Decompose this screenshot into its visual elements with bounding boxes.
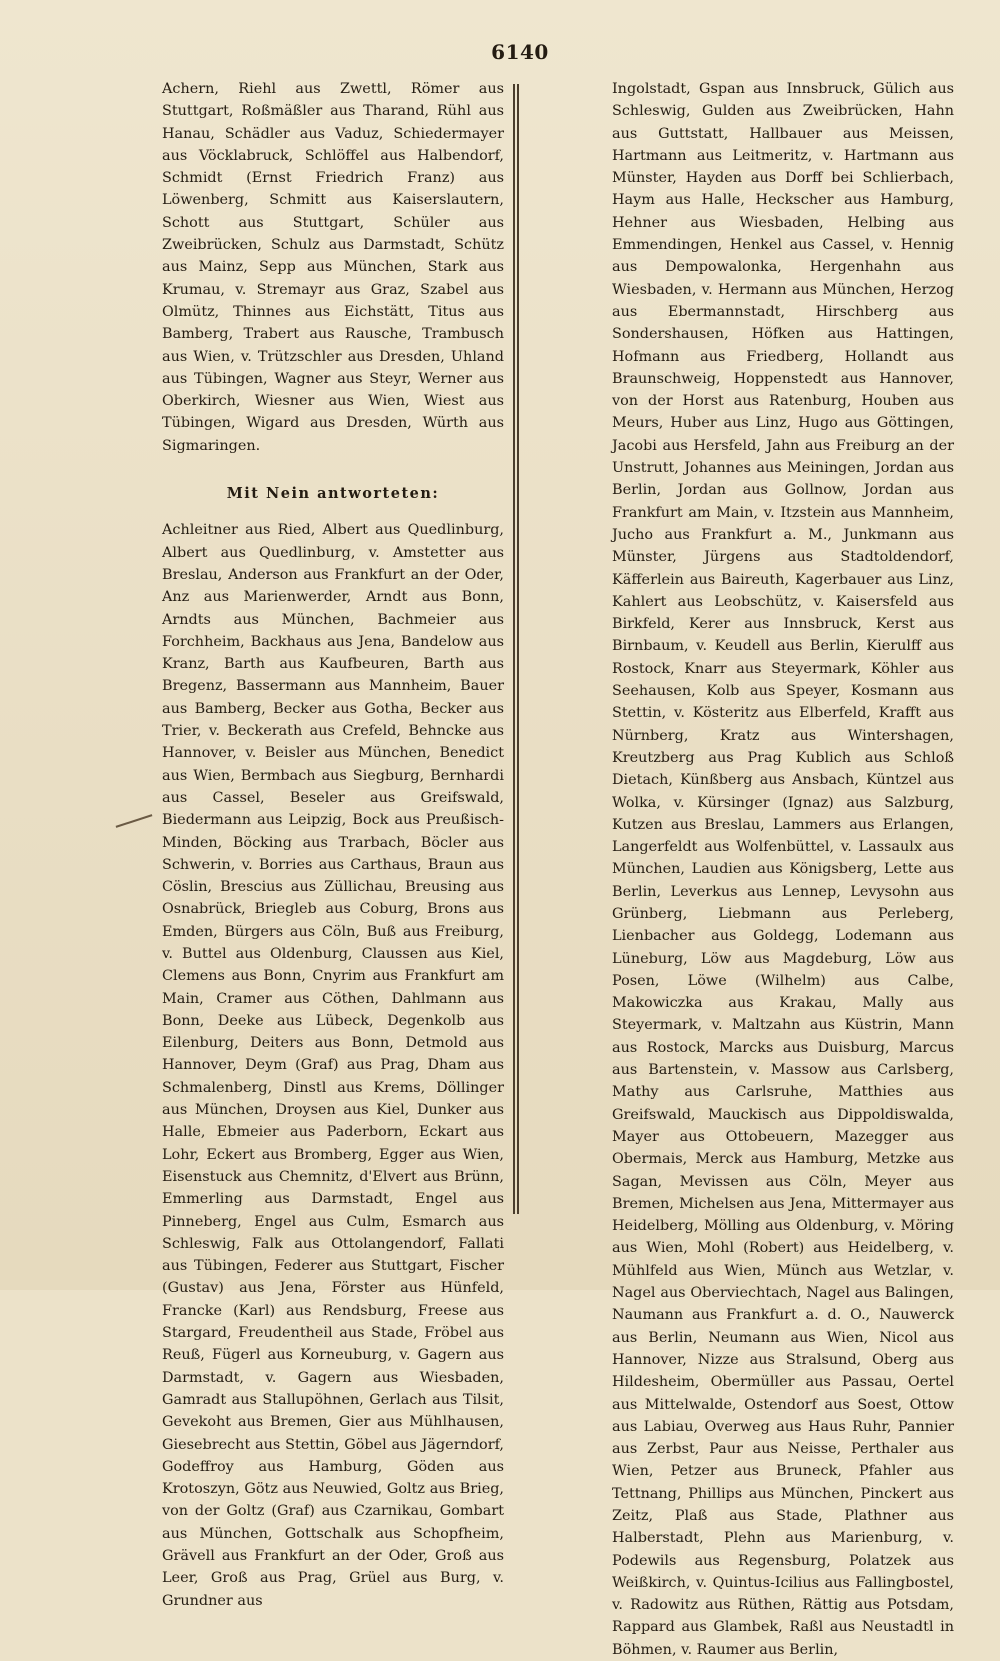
pencil-margin-mark	[116, 814, 153, 828]
left-column	[162, 78, 504, 1612]
page-number: 6140	[491, 40, 549, 64]
section-heading-nein: Mit Nein antworteten:	[226, 485, 440, 503]
nein-list-continued-paragraph: Ingolstadt, Gspan aus Innsbruck, Gülich aus Schleswig, Gulden aus Zweibrücken, Hahn aus Guttstatt, Hallbauer aus Meissen, Hartmann aus Leitmeritz, v. Hartmann aus Münster, Hayden aus Dorff bei Schlierbach, Haym aus Halle, Heckscher aus Hamburg, Hehner aus Wiesbaden, Helbing aus Emmendingen, Henkel aus Cassel, v. Hennig aus Dempowalonka, Hergenhahn aus Wiesbaden, v. Hermann aus München, Herzog aus Ebermannstadt, Hirschberg aus Sondershausen, Höfken aus Hattingen, Hofmann aus Friedberg, Hollandt aus Braunschweig, Hoppenstedt aus Hannover, von der Horst aus Ratenburg, Houben aus Meurs, Huber aus Linz, Hugo aus Göttingen, Jacobi aus Hersfeld, Jahn aus Freiburg an der Unstrutt, Johannes aus Meiningen, Jordan aus Berlin, Jordan aus Gollnow, Jordan aus Frankfurt am Main, v. Itzstein aus Mannheim, Jucho aus Frankfurt a. M., Junkmann aus Münster, Jürgens aus Stadtoldendorf, Käfferlein aus Baireuth, Kagerbauer aus Linz, Kahlert aus Leobschütz, v. Kaisersfeld aus Birkfeld, Kerer aus Innsbruck, Kerst aus Birnbaum, v. Keudell aus Berlin, Kierulff aus Rostock, Knarr aus Steyermark, Köhler aus Seehausen, Kolb aus Speyer, Kosmann aus Stettin, v. Kösteritz aus Elberfeld, Krafft aus Nürnberg, Kratz aus Wintershagen, Kreutzberg aus Prag Kublich aus Schloß Dietach, Künßberg aus Ansbach, Küntzel aus Wolka, v. Kürsinger (Ignaz) aus Salzburg, Kutzen aus Breslau, Lammers aus Erlangen, Langerfeldt aus Wolfenbüttel, v. Lassaulx aus München, Laudien aus Königsberg, Lette aus Berlin, Leverkus aus Lennep, Levysohn aus Grünberg, Liebmann aus Perleberg, Lienbacher aus Goldegg, Lodemann aus Lüneburg, Löw aus Magdeburg, Löw aus Posen, Löwe (Wilhelm) aus Calbe, Makowiczka aus Krakau, Mally aus Steyermark, v. Maltzahn aus Küstrin, Mann aus Rostock, Marcks aus Duisburg, Marcus aus Bartenstein, v. Massow aus Carlsberg, Mathy aus Carlsruhe, Matthies aus Greifswald, Mauckisch aus Dippoldiswalda, Mayer aus Ottobeuern, Mazegger aus Obermais, Merck aus Hamburg, Metzke aus Sagan, Mevissen aus Cöln, Meyer aus Bremen, Michelsen aus Jena, Mittermayer aus Heidelberg, Mölling aus Oldenburg, v. Möring aus Wien, Mohl (Robert) aus Heidelberg, v. Mühlfeld aus Wien, Münch aus Wetzlar, v. Nagel aus Oberviechtach, Nagel aus Balingen, Naumann aus Frankfurt a. d. O., Nauwerck aus Berlin, Neumann aus Wien, Nicol aus Hannover, Nizze aus Stralsund, Oberg aus Hildesheim, Obermüller aus Passau, Oertel aus Mittelwalde, Ostendorf aus Soest, Ottow aus Labiau, Overweg aus Haus Ruhr, Pannier aus Zerbst, Paur aus Neisse, Perthaler aus Wien, Petzer aus Bruneck, Pfahler aus Tettnang, Phillips aus München, Pinckert aus Zeitz, Plaß aus Stade, Plathner aus Halberstadt, Plehn aus Marienburg, v. Podewils aus Regensburg, Polatzek aus Weißkirch, v. Quintus-Icilius aus Fallingbostel, v. Radowitz aus Rüthen, Rättig aus Potsdam, Rappard aus Glambek, Raßl aus Neustadtl in Böhmen, v. Raumer aus Berlin,	[612, 81, 954, 1658]
continuation-paragraph: Achern, Riehl aus Zwettl, Römer aus Stuttgart, Roßmäßler aus Tharand, Rühl aus Hanau, Schädler aus Vaduz, Schiedermayer aus Vöcklabruck, Schlöffel aus Halbendorf, Schmidt (Ernst Friedrich Franz) aus Löwenberg, Schmitt aus Kaiserslautern, Schott aus Stuttgart, Schüler aus Zweibrücken, Schulz aus Darmstadt, Schütz aus Mainz, Sepp aus München, Stark aus Krumau, v. Stremayr aus Graz, Szabel aus Olmütz, Thinnes aus Eichstätt, Titus aus Bamberg, Trabert aus Rausche, Trambusch aus Wien, v. Trützschler aus Dresden, Uhland aus Tübingen, Wagner aus Steyr, Werner aus Oberkirch, Wiesner aus Wien, Wiest aus Tübingen, Wigard aus Dresden, Würth aus Sigmaringen.	[162, 81, 504, 454]
nein-list-paragraph: Achleitner aus Ried, Albert aus Quedlinburg, Albert aus Quedlinburg, v. Amstetter aus Breslau, Anderson aus Frankfurt an der Oder, Anz aus Marienwerder, Arndt aus Bonn, Arndts aus München, Bachmeier aus Forchheim, Backhaus aus Jena, Bandelow aus Kranz, Barth aus Kaufbeuren, Barth aus Bregenz, Bassermann aus Mannheim, Bauer aus Bamberg, Becker aus Gotha, Becker aus Trier, v. Beckerath aus Crefeld, Behncke aus Hannover, v. Beisler aus München, Benedict aus Wien, Bermbach aus Siegburg, Bernhardi aus Cassel, Beseler aus Greifswald, Biedermann aus Leipzig, Bock aus Preußisch-Minden, Böcking aus Trarbach, Böcler aus Schwerin, v. Borries aus Carthaus, Braun aus Cöslin, Brescius aus Züllichau, Breusing aus Osnabrück, Briegleb aus Coburg, Brons aus Emden, Bürgers aus Cöln, Buß aus Freiburg, v. Buttel aus Oldenburg, Claussen aus Kiel, Clemens aus Bonn, Cnyrim aus Frankfurt am Main, Cramer aus Cöthen, Dahlmann aus Bonn, Deeke aus Lübeck, Degenkolb aus Eilenburg, Deiters aus Bonn, Detmold aus Hannover, Deym (Graf) aus Prag, Dham aus Schmalenberg, Dinstl aus Krems, Döllinger aus München, Droysen aus Kiel, Dunker aus Halle, Ebmeier aus Paderborn, Eckart aus Lohr, Eckert aus Bromberg, Egger aus Wien, Eisenstuck aus Chemnitz, d'Elvert aus Brünn, Emmerling aus Darmstadt, Engel aus Pinneberg, Engel aus Culm, Esmarch aus Schleswig, Falk aus Ottolangendorf, Fallati aus Tübingen, Federer aus Stuttgart, Fischer (Gustav) aus Jena, Förster aus Hünfeld, Francke (Karl) aus Rendsburg, Freese aus Stargard, Freudentheil aus Stade, Fröbel aus Reuß, Fügerl aus Korneuburg, v. Gagern aus Darmstadt, v. Gagern aus Wiesbaden, Gamradt aus Stallupöhnen, Gerlach aus Tilsit, Gevekoht aus Bremen, Gier aus Mühlhausen, Giesebrecht aus Stettin, Göbel aus Jägerndorf, Godeffroy aus Hamburg, Göden aus Krotoszyn, Götz aus Neuwied, Goltz aus Brieg, von der Goltz (Graf) aus Czarnikau, Gombart aus München, Gottschalk aus Schopfheim, Grävell aus Frankfurt an der Oder, Groß aus Leer, Groß aus Prag, Grüel aus Burg, v. Grundner aus	[162, 522, 504, 1609]
right-column	[612, 78, 954, 1661]
column-divider	[513, 84, 515, 1214]
